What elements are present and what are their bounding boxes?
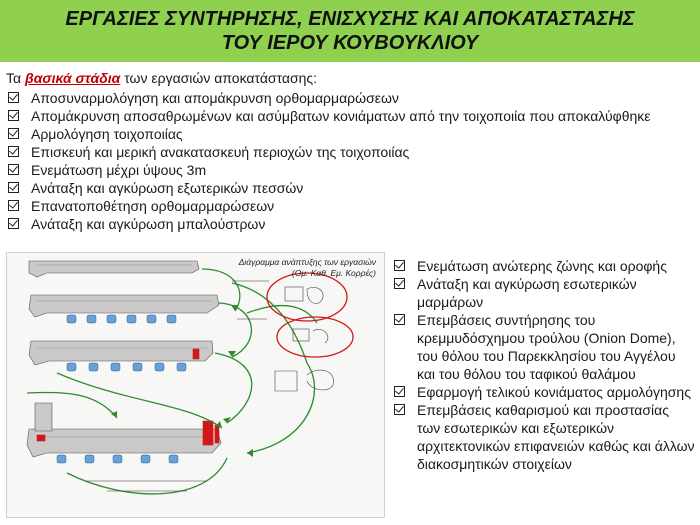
checkbox-icon — [394, 260, 405, 271]
intro-text — [6, 70, 317, 86]
checkbox-icon — [8, 128, 19, 139]
list-item — [8, 125, 698, 143]
list-item-text: Επανατοποθέτηση ορθομαρμαρώσεων — [31, 198, 275, 214]
intro-suffix: των εργασιών αποκατάστασης: — [120, 70, 318, 86]
list-item-text: Ανάταξη και αγκύρωση μπαλούστρων — [31, 216, 266, 232]
list-item-text: Επεμβάσεις καθαρισμού και προστασίας των εσωτερικών και εξωτερικών αρχιτεκτονικών επιφανειών καθώς και άλλων διακοσμητικών στοιχείων — [417, 402, 695, 472]
checkbox-icon — [394, 404, 405, 415]
list-item-text: Ανάταξη και αγκύρωση εσωτερικών μαρμάρων — [417, 276, 637, 310]
list-item-text: Αρμολόγηση τοιχοποιίας — [31, 126, 183, 142]
list-item-text: Απομάκρυνση αποσαθρωμένων και ασύμβατων κονιάματων από την τοιχοποιία που αποκαλύφθηκε — [31, 108, 651, 124]
page-title-line-1: ΕΡΓΑΣΙΕΣ ΣΥΝΤΗΡΗΣΗΣ, ΕΝΙΣΧΥΣΗΣ ΚΑΙ ΑΠΟΚΑΤΑΣΤΑΣΗΣ — [65, 8, 635, 30]
intro-prefix: Τα — [6, 70, 25, 86]
list-item-text: Ανάταξη και αγκύρωση εξωτερικών πεσσών — [31, 180, 304, 196]
list-item — [8, 179, 698, 197]
list-item — [8, 197, 698, 215]
checkbox-icon — [394, 314, 405, 325]
list-item — [8, 161, 698, 179]
checkbox-icon — [8, 92, 19, 103]
list-item — [8, 143, 698, 161]
title-banner — [0, 0, 700, 62]
checkbox-icon — [8, 182, 19, 193]
stages-list-right — [394, 257, 696, 473]
works-diagram — [6, 252, 385, 518]
checkbox-icon — [8, 200, 19, 211]
list-item — [8, 89, 698, 107]
list-item-text: Εφαρμογή τελικού κονιάματος αρμολόγησης — [417, 384, 691, 400]
list-item — [8, 107, 698, 125]
stages-list-top — [8, 89, 698, 233]
list-item-text: Ενεμάτωση ανώτερης ζώνης και οροφής — [417, 258, 667, 274]
list-item-text: Ενεμάτωση μέχρι ύψους 3m — [31, 162, 207, 178]
list-item-text: Αποσυναρμολόγηση και απομάκρυνση ορθομαρμαρώσεων — [31, 90, 399, 106]
checkbox-icon — [8, 146, 19, 157]
diagram-caption-line-2: (Ομ. Καθ. Εμ. Κορρές) — [291, 268, 376, 278]
diagram-drawing — [7, 253, 385, 518]
checkbox-icon — [394, 386, 405, 397]
page-title-line-2: ΤΟΥ ΙΕΡΟΥ ΚΟΥΒΟΥΚΛΙΟΥ — [221, 32, 479, 54]
diagram-caption-line-1: Διάγραμμα ανάπτυξης των εργασιών — [238, 257, 376, 267]
list-item — [394, 275, 696, 311]
checkbox-icon — [8, 110, 19, 121]
checkbox-icon — [394, 278, 405, 289]
list-item-text: Επισκευή και μερική ανακατασκευή περιοχών της τοιχοποιίας — [31, 144, 410, 160]
checkbox-icon — [8, 164, 19, 175]
intro-emphasis: βασικά στάδια — [25, 70, 121, 86]
list-item-text: Επεμβάσεις συντήρησης του κρεμμυδόσχημου τρούλου (Onion Dome), του θόλου του Παρεκκλησίου του Αγγέλου και του θόλου του ταφικού θαλάμου — [417, 312, 676, 382]
checkbox-icon — [8, 218, 19, 229]
diagram-caption — [239, 257, 376, 279]
list-item — [394, 257, 696, 275]
list-item — [394, 383, 696, 401]
list-item — [394, 311, 696, 383]
list-item — [8, 215, 698, 233]
list-item — [394, 401, 696, 473]
